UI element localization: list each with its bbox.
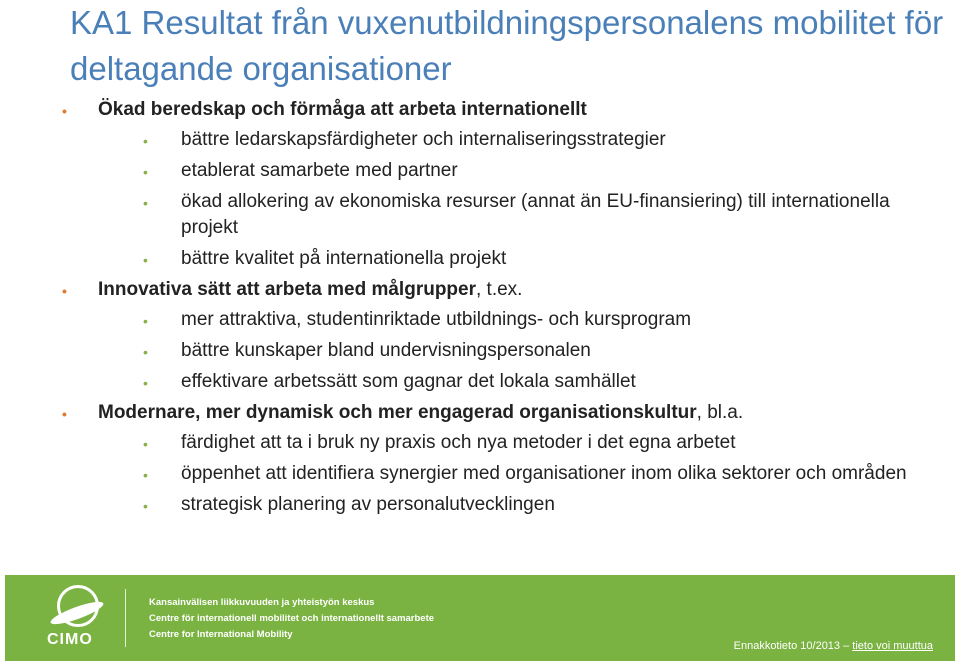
list-item-text: ökad allokering av ekonomiska resurser (annat än EU-finansiering) till internationella projekt bbox=[181, 191, 890, 238]
bullet-icon: • bbox=[62, 103, 67, 119]
slide-title: KA1 Resultat från vuxenutbildningspersonalens mobilitet för deltagande organisationer bbox=[70, 4, 944, 87]
list-item-text: bättre ledarskapsfärdigheter och internaliseringsstrategier bbox=[181, 129, 666, 150]
list-item bbox=[0, 492, 960, 518]
logo-text: CIMO bbox=[47, 631, 93, 648]
bullet-icon: • bbox=[143, 436, 148, 452]
bullet-icon: • bbox=[143, 133, 148, 149]
section-heading-1 bbox=[0, 97, 960, 123]
footer-note-prefix: Ennakkotieto 10/2013 bbox=[733, 640, 841, 652]
bullet-icon: • bbox=[62, 283, 67, 299]
list-item bbox=[0, 430, 960, 456]
section-heading-2 bbox=[0, 277, 960, 303]
list-item bbox=[0, 158, 960, 184]
footer-note-separator: – bbox=[840, 640, 853, 652]
org-name-english: Centre for International Mobility bbox=[149, 629, 293, 640]
list-item bbox=[0, 189, 960, 241]
bullet-icon: • bbox=[143, 498, 148, 514]
bullet-icon: • bbox=[62, 406, 67, 422]
list-item-text: öppenhet att identifiera synergier med organisationer inom olika sektorer och områden bbox=[181, 463, 907, 484]
section-heading-1-text: Ökad beredskap och förmåga att arbeta internationellt bbox=[98, 99, 587, 120]
bullet-icon: • bbox=[143, 313, 148, 329]
organization-names bbox=[149, 595, 434, 643]
list-item bbox=[0, 307, 960, 333]
list-item bbox=[0, 127, 960, 153]
list-item-text: bättre kvalitet på internationella projekt bbox=[181, 248, 507, 269]
org-name-finnish: Kansainvälisen liikkuvuuden ja yhteistyön keskus bbox=[149, 597, 375, 608]
footer-note bbox=[734, 640, 933, 652]
list-item-text: etablerat samarbete med partner bbox=[181, 160, 458, 181]
bullet-icon: • bbox=[143, 467, 148, 483]
list-item-text: mer attraktiva, studentinriktade utbildnings- och kursprogram bbox=[181, 309, 692, 330]
bullet-icon: • bbox=[143, 252, 148, 268]
list-item-text: bättre kunskaper bland undervisningspersonalen bbox=[181, 340, 591, 361]
footer-note-link[interactable]: tieto voi muuttua bbox=[852, 640, 933, 652]
org-name-swedish: Centre för internationell mobilitet och internationellt samarbete bbox=[149, 613, 435, 624]
footer-banner bbox=[5, 575, 955, 661]
list-item-text: effektivare arbetssätt som gagnar det lokala samhället bbox=[181, 371, 636, 392]
section-heading-3-trail: , bl.a. bbox=[696, 402, 744, 423]
section-heading-3-text: Modernare, mer dynamisk och mer engagerad organisationskultur bbox=[98, 402, 697, 423]
bullet-icon: • bbox=[143, 195, 148, 211]
section-heading-2-text: Innovativa sätt att arbeta med målgrupper bbox=[98, 279, 476, 300]
slide-content bbox=[0, 97, 960, 523]
footer-divider bbox=[125, 589, 126, 647]
section-heading-2-trail: , t.ex. bbox=[476, 279, 523, 300]
section-heading-3 bbox=[0, 400, 960, 426]
cimo-logo bbox=[47, 585, 117, 655]
list-item bbox=[0, 369, 960, 395]
list-item bbox=[0, 338, 960, 364]
bullet-icon: • bbox=[143, 375, 148, 391]
list-item-text: strategisk planering av personalutvecklingen bbox=[181, 494, 555, 515]
bullet-icon: • bbox=[143, 344, 148, 360]
list-item bbox=[0, 461, 960, 487]
list-item bbox=[0, 246, 960, 272]
list-item-text: färdighet att ta i bruk ny praxis och nya metoder i det egna arbetet bbox=[181, 432, 736, 453]
bullet-icon: • bbox=[143, 164, 148, 180]
